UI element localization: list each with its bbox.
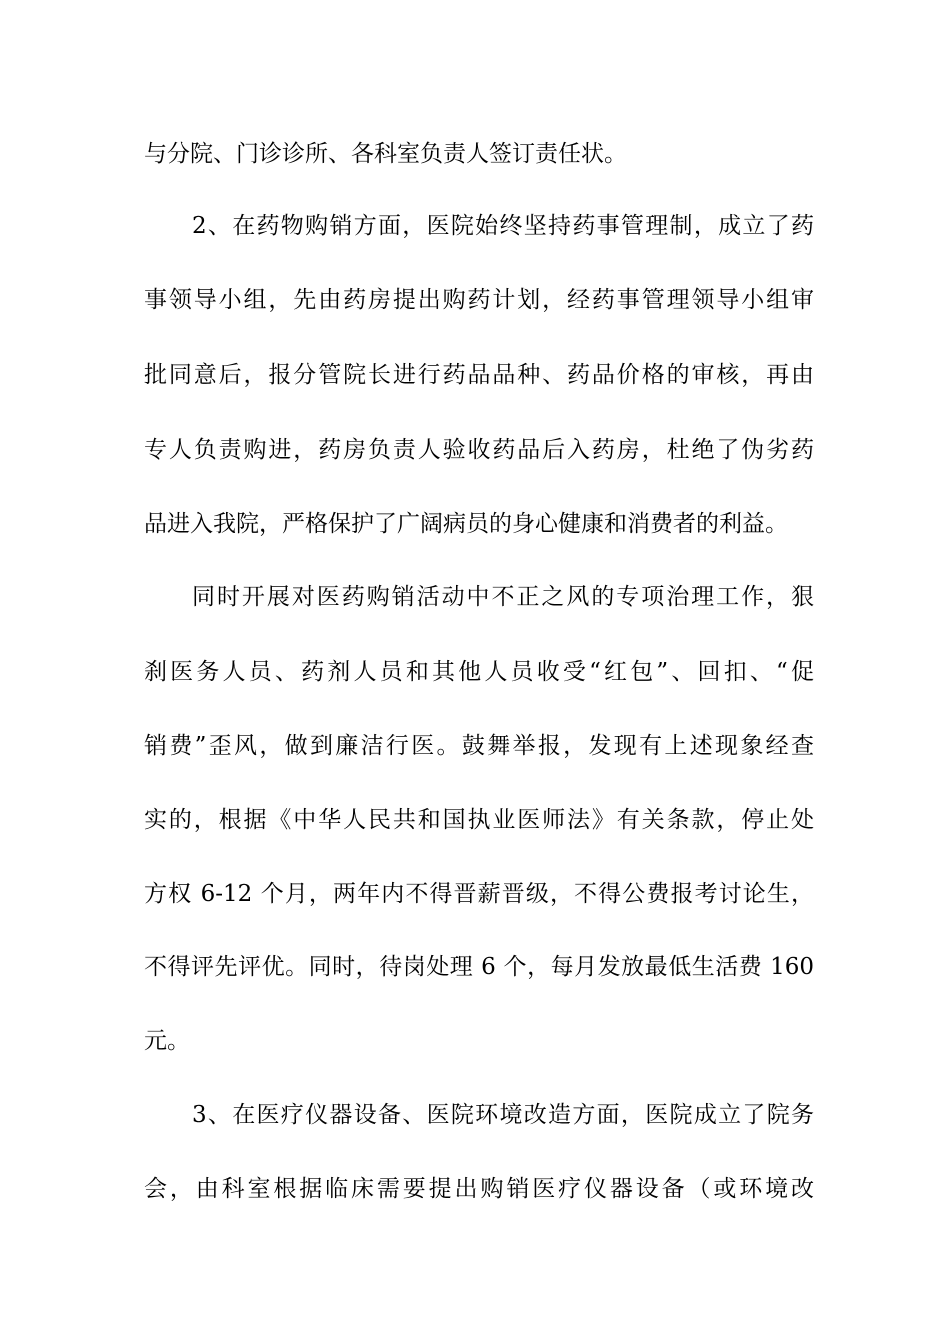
text-line: 品进入我院，严格保护了广阔病员的身心健康和消费者的利益。 [144, 511, 788, 537]
text-line: 专人负责购进，药房负责人验收药品后入药房，杜绝了伪劣药 [144, 437, 814, 463]
text-line: 刹医务人员、药剂人员和其他人员收受“红包”、回扣、“促 [144, 659, 814, 685]
text-line: 实的，根据《中华人民共和国执业医师法》有关条款，停止处 [144, 807, 814, 833]
text-line: 方权 6-12 个月，两年内不得晋薪晋级，不得公费报考讨论生， [144, 881, 814, 907]
text-line: 事领导小组，先由药房提出购药计划，经药事管理领导小组审 [144, 287, 814, 313]
text-line: 批同意后，报分管院长进行药品品种、药品价格的审核，再由 [144, 362, 814, 388]
text-line: 不得评先评优。同时，待岗处理 6 个，每月发放最低生活费 160 [144, 954, 814, 980]
text-line: 销费”歪风，做到廉洁行医。鼓舞举报，发现有上述现象经查 [144, 733, 814, 759]
text-line: 3、在医疗仪器设备、医院环境改造方面，医院成立了院务 [192, 1102, 814, 1128]
text-line: 同时开展对医药购销活动中不正之风的专项治理工作，狠 [192, 584, 814, 610]
text-line: 元。 [144, 1028, 190, 1054]
text-line: 与分院、门诊诊所、各科室负责人签订责任状。 [144, 141, 627, 167]
text-line: 会，由科室根据临床需要提出购销医疗仪器设备（或环境改 [144, 1176, 814, 1202]
text-line: 2、在药物购销方面，医院始终坚持药事管理制，成立了药 [192, 213, 814, 239]
